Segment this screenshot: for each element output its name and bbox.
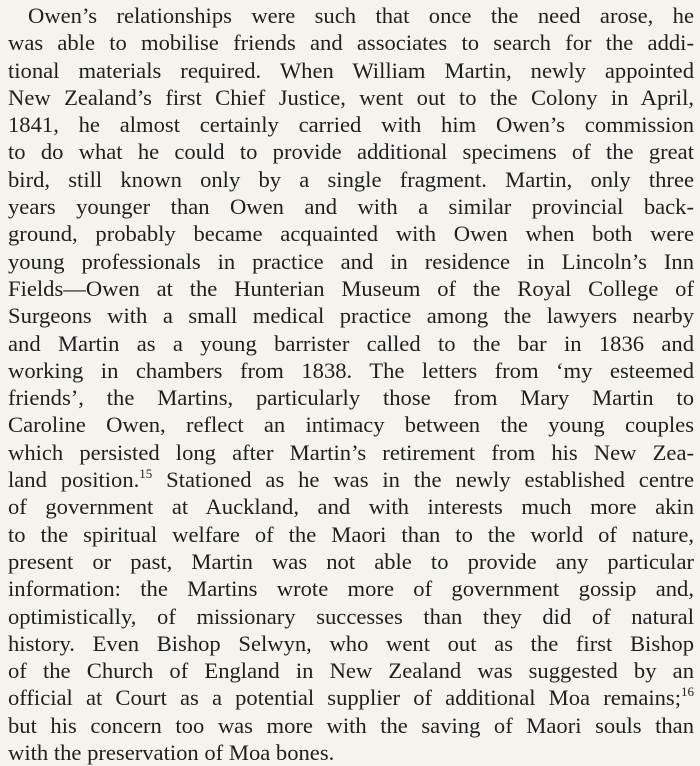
text-line: was able to mobilise friends and associates to search for the addi- xyxy=(8,30,694,56)
text-line: tional materials required. When William Martin, newly appointed xyxy=(8,57,694,83)
text-line: working in chambers from 1838. The letters from ‘my esteemed xyxy=(8,357,694,383)
text-line: history. Even Bishop Selwyn, who went out as the first Bishop xyxy=(8,630,694,656)
text-line: Fields—Owen at the Hunterian Museum of the Royal College of xyxy=(8,275,694,301)
text-line: with the preservation of Moa bones. xyxy=(8,740,335,766)
text-line: present or past, Martin was not able to provide any particular xyxy=(8,548,694,574)
text-line: and Martin as a young barrister called to the bar in 1836 and xyxy=(8,330,694,356)
text-line-with-footnote xyxy=(8,684,694,711)
line-text: land position. xyxy=(8,467,140,493)
text-line: young professionals in practice and in residence in Lincoln’s Inn xyxy=(8,248,694,274)
text-line-with-footnote xyxy=(8,466,694,493)
text-line: friends’, the Martins, particularly those from Mary Martin to xyxy=(8,385,694,411)
footnote-marker[interactable]: 15 xyxy=(139,466,153,482)
line-text: Stationed as he was in the newly established centre xyxy=(152,467,694,493)
text-line: New Zealand’s first Chief Justice, went out to the Colony in April, xyxy=(8,84,694,110)
text-line: Owen’s relationships were such that once the need arose, he xyxy=(28,3,694,28)
text-line: Surgeons with a small medical practice among the lawyers nearby xyxy=(8,303,694,329)
body-paragraph xyxy=(8,2,694,766)
text-line: years younger than Owen and with a similar provincial back- xyxy=(8,194,694,220)
text-line: ground, probably became acquainted with Owen when both were xyxy=(8,221,694,247)
text-line: but his concern too was more with the saving of Maori souls than xyxy=(8,712,694,738)
text-line: Caroline Owen, reflect an intimacy between the young couples xyxy=(8,412,694,438)
text-line: bird, still known only by a single fragment. Martin, only three xyxy=(8,166,694,192)
text-line: to the spiritual welfare of the Maori than to the world of nature, xyxy=(8,521,694,547)
text-line: of government at Auckland, and with interests much more akin xyxy=(8,494,694,520)
text-line: which persisted long after Martin’s retirement from his New Zea- xyxy=(8,439,694,465)
text-line: information: the Martins wrote more of government gossip and, xyxy=(8,576,694,602)
text-line: 1841, he almost certainly carried with him Owen’s commission xyxy=(8,112,694,138)
line-text: official at Court as a potential supplier of additional Moa remains; xyxy=(8,685,681,711)
text-line: to do what he could to provide additional specimens of the great xyxy=(8,139,694,165)
footnote-marker[interactable]: 16 xyxy=(681,684,694,700)
text-line: of the Church of England in New Zealand was suggested by an xyxy=(8,658,694,684)
text-line: optimistically, of missionary successes than they did of natural xyxy=(8,603,694,629)
